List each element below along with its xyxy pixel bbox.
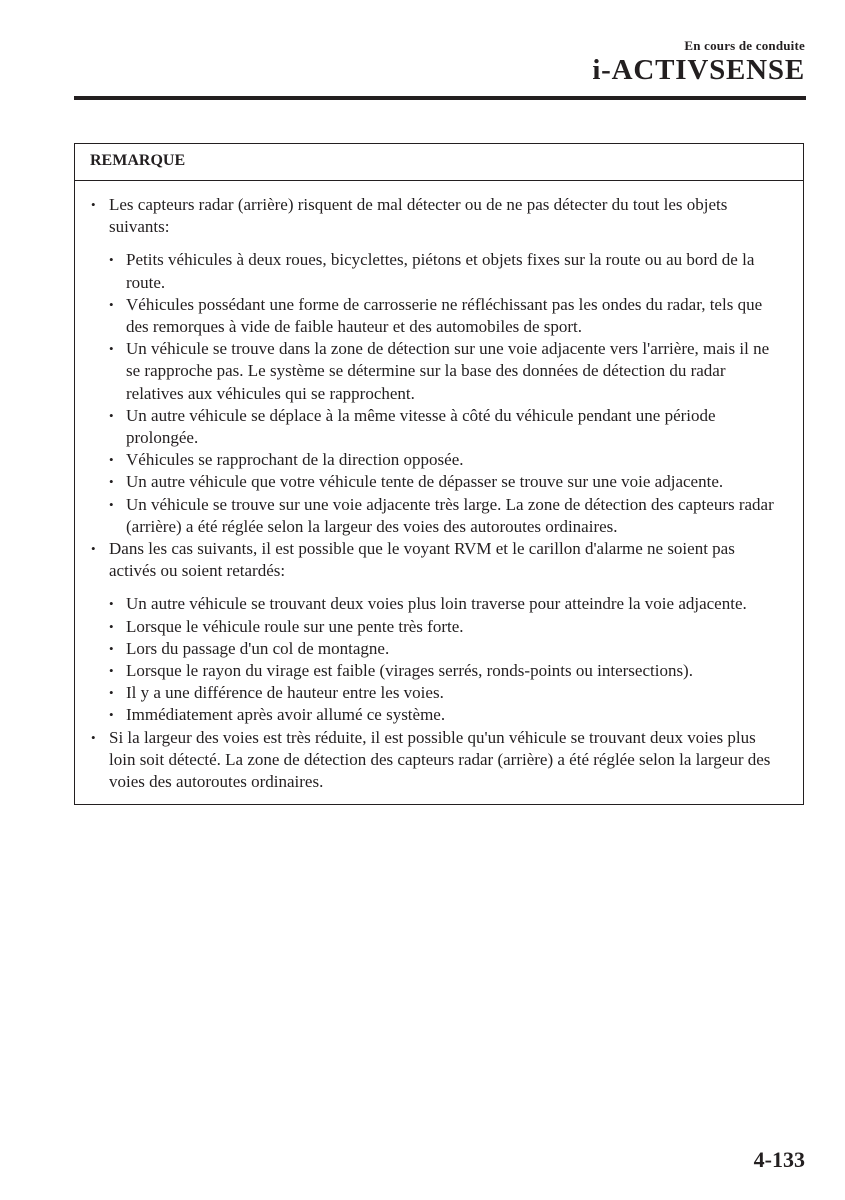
note-subitem xyxy=(109,249,783,293)
section-header: En cours de conduite xyxy=(684,38,805,53)
note-subitem-text: Lorsque le rayon du virage est faible (virages serrés, ronds-points ou intersections). xyxy=(126,661,693,681)
note-subitem xyxy=(109,616,783,638)
note-subitem-text: Un véhicule se trouve dans la zone de détection sur une voie adjacente vers l'arrière, mais il ne se rapproche pas. Le système se détermine sur la base des données de détection du radar relatives aux véhicules qui se rapprochent. xyxy=(126,339,770,403)
chapter-title: i-ACTIVSENSE xyxy=(592,54,805,86)
bullet-icon: • xyxy=(109,452,114,468)
note-sublist xyxy=(109,593,783,726)
note-subitem xyxy=(109,471,783,493)
note-item-text: Si la largeur des voies est très réduite, il est possible qu'un véhicule se trouvant deux voies plus loin soit détecté. La zone de détection des capteurs radar (arrière) a été réglée selon la largeur des voies des autoroutes ordinaires. xyxy=(109,727,771,792)
bullet-icon: • xyxy=(109,618,114,634)
note-item xyxy=(91,727,783,794)
note-subitem-text: Il y a une différence de hauteur entre les voies. xyxy=(126,683,444,703)
bullet-icon: • xyxy=(91,729,96,745)
note-subitem-text: Véhicules se rapprochant de la direction opposée. xyxy=(126,450,464,470)
note-subitem xyxy=(109,638,783,660)
note-subitem-text: Immédiatement après avoir allumé ce système. xyxy=(126,705,446,725)
bullet-icon: • xyxy=(109,640,114,656)
bullet-icon: • xyxy=(91,197,96,212)
bullet-icon: • xyxy=(109,252,114,268)
bullet-icon: • xyxy=(109,296,114,312)
note-subitem-text: Lors du passage d'un col de montagne. xyxy=(126,638,390,658)
bullet-icon: • xyxy=(109,474,114,490)
note-subitem xyxy=(109,338,783,405)
note-item-text: Les capteurs radar (arrière) risquent de mal détecter ou de ne pas détecter du tout les objets suivants: xyxy=(109,195,728,237)
bullet-icon: • xyxy=(91,541,96,557)
note-subitem-text: Petits véhicules à deux roues, bicyclettes, piétons et objets fixes sur la route ou au bord de la route. xyxy=(126,250,755,292)
note-subitem xyxy=(109,593,783,615)
bullet-icon: • xyxy=(109,596,114,612)
note-list xyxy=(91,194,783,793)
note-subitem xyxy=(109,294,783,338)
note-subitem-text: Un autre véhicule que votre véhicule tente de dépasser se trouve sur une voie adjacente. xyxy=(126,472,724,492)
bullet-icon: • xyxy=(109,663,114,679)
note-subitem xyxy=(109,704,783,726)
bullet-icon: • xyxy=(109,496,114,512)
note-subitem xyxy=(109,660,783,682)
note-subitem-text: Véhicules possédant une forme de carrosserie ne réfléchissant pas les ondes du radar, tels que des remorques à vide de faible hauteur et des automobiles de sport. xyxy=(126,294,763,337)
note-item-text: Dans les cas suivants, il est possible que le voyant RVM et le carillon d'alarme ne soient pas activés ou soient retardés: xyxy=(109,539,735,581)
page-number: 4-133 xyxy=(753,1147,805,1172)
bullet-icon: • xyxy=(109,707,114,723)
note-subitem xyxy=(109,494,783,538)
bullet-icon: • xyxy=(109,341,114,357)
note-subitem xyxy=(109,682,783,704)
note-heading: REMARQUE xyxy=(75,144,803,181)
note-item xyxy=(91,194,783,538)
note-subitem-text: Un autre véhicule se trouvant deux voies plus loin traverse pour atteindre la voie adjacente. xyxy=(126,594,747,614)
note-subitem xyxy=(109,405,783,449)
note-box xyxy=(74,143,804,805)
note-subitem-text: Un véhicule se trouve sur une voie adjacente très large. La zone de détection des capteurs radar (arrière) a été réglée selon la largeur des voies des autoroutes ordinaires. xyxy=(126,494,774,536)
note-item xyxy=(91,538,783,727)
bullet-icon: • xyxy=(109,685,114,701)
note-subitem xyxy=(109,449,783,471)
bullet-icon: • xyxy=(109,407,114,423)
note-sublist xyxy=(109,249,783,538)
note-subitem-text: Un autre véhicule se déplace à la même vitesse à côté du véhicule pendant une période prolongée. xyxy=(126,405,716,448)
note-body xyxy=(75,181,803,804)
note-subitem-text: Lorsque le véhicule roule sur une pente très forte. xyxy=(126,616,464,636)
header-divider xyxy=(74,96,806,100)
